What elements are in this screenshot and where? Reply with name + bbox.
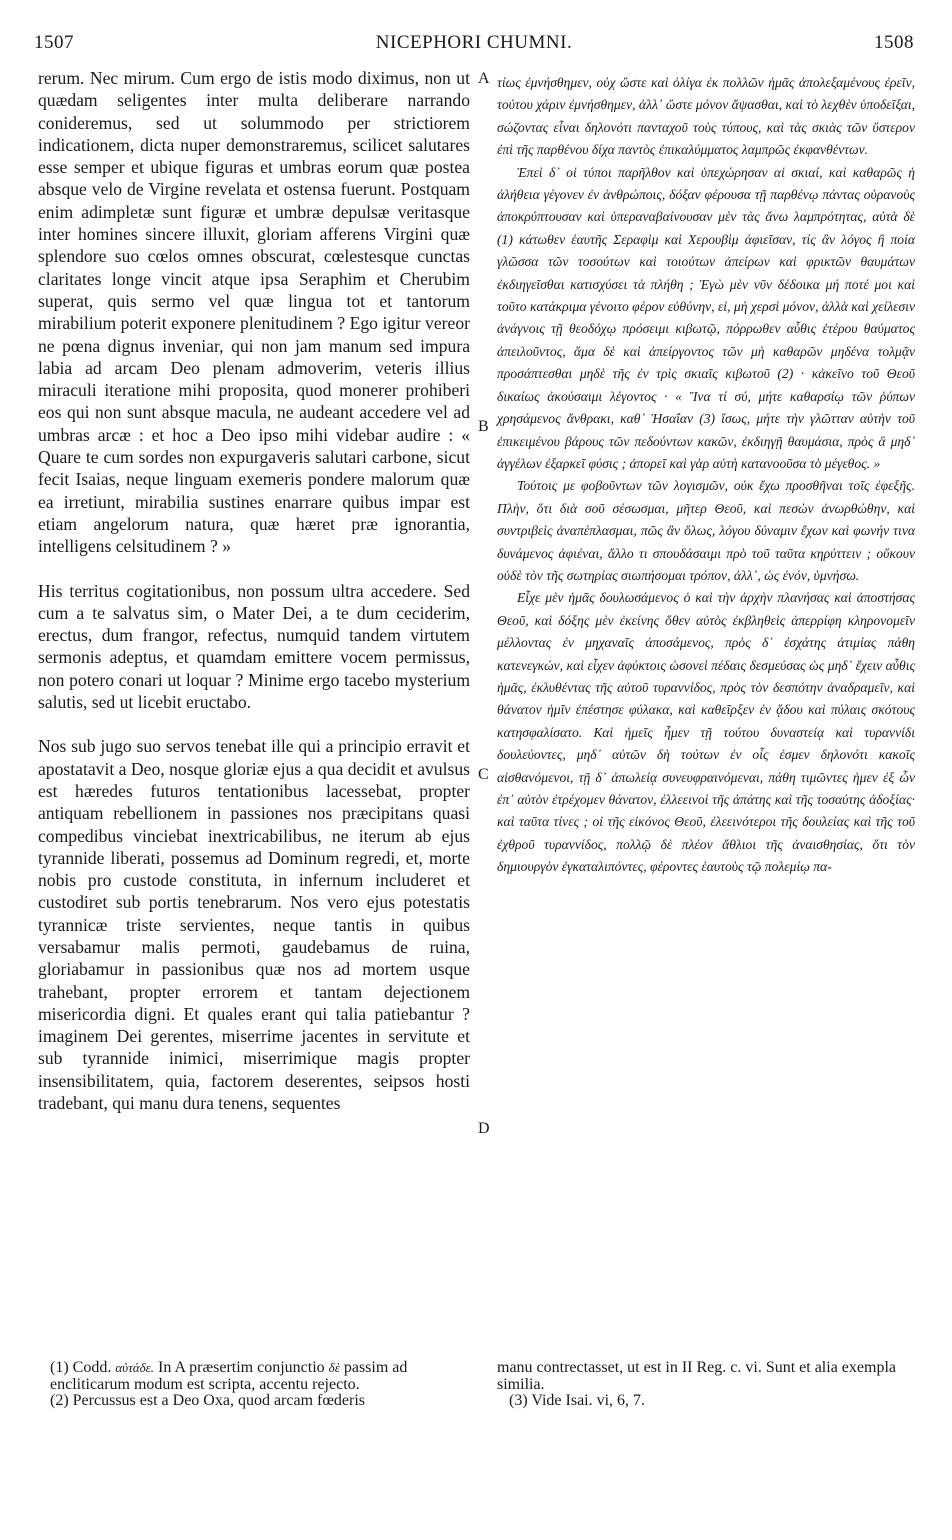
running-title: NICEPHORI CHUMNI. [375,32,573,53]
latin-paragraph-1: rerum. Nec mirum. Cum ergo de istis modo diximus, non ut quædam seligentes inter multa deliberare narrando conideremus, sed ut solummodo per strictiorem indicationem, dicta nuper demonstraremus, scilicet salutares esse semper et ubique figuras et umbras eorum quæ postea absque velo de Virgine revelata et ostensa fuerunt. Postquam enim adimpletæ sunt figuræ et umbræ depulsæ veritasque inter homines sincere illuxit, gloriam afferens Virgini quæ splendore suo cœlos omnes obscurat, cœlestesque cunctas claritates longe vincit atque ipsa Seraphim et Cherubim superat, quis sermo vel quæ lingua tot et tantorum mirabilium poterit exponere plenitudinem ? Ego igitur vereor ne pœna dignus inveniar, qui non jam manum sed impura labia ad arcam Deo plenam admoverim, veteris illius miraculi iteratione mihi proposita, quod monerer prohiberi eos qui non sunt absque macula, ne audeant accedere vel ad umbras arcæ : et hoc a Deo ipso mihi videbar audire : « Quare te cum sordes non expurgaveris salutari carbone, sicut fecit Isaias, neque linguam exemeris pondere malorum quæ ea irretiunt, mirabilia sustines enarrare quibus impar est etiam angelorum natura, quæ hæret præ ignorantia, intelligens celsitudinem ? » [38,68,470,557]
footnote-2-continuation: manu contrectasset, ut est in II Reg. c. vi. Sunt et alia exempla similia. [497,1359,896,1393]
footnote-1-prefix: (1) Codd. [50,1359,112,1376]
footnotes-right [497,1360,915,1410]
page-header [34,32,914,62]
margin-mark-c: C [478,766,489,783]
latin-column [38,67,470,1136]
footnote-1-rest: passim ad encliticarum modum est scripta, accentu rejecto. [50,1359,408,1393]
latin-paragraph-3: Nos sub jugo suo servos tenebat ille qui a principio erravit et apostatavit a Deo, nosque gloriæ ejus a qua decidit et avulsus est hæredes futuros tentationibus lacessebat, propter antiquam rebellionem in passiones nos præcipitans quasi compedibus vinciebat inextricabilibus, ne iterum ab ejus tyrannide liberati, possemus ad Dominum regredi, et, morte nobis pro custode constituta, in infernum includeret et custodiret sub portis tenebrarum. Nos vero ejus potestatis tyrannicæ triste servientes, neque tantis in quibus versabamur malis permoti, gaudebamus de ruina, gloriabamur in passionibus quæ nos ad mortem usque trahebant, propter errorem et tantam dejectionem misericordia digni. Et quales erant qui talia patiebantur ? imaginem Dei gerentes, miserrime jacentes in servitute et sub tyrannide inimici, miserrimique magis propter insensibilitatem, quia, factorem deserentes, seipsos hosti tradebant, qui manu dura tenens, sequentes [38,736,470,1114]
greek-paragraph-1: τίως ἐμνήσθημεν, οὐχ ὥστε καὶ ὀλίγα ἐκ πολλῶν ἡμᾶς ἀπολεξαμένους ἐρεῖν, τούτου χάριν ἐμνήσθημεν, ἀλλ᾽ ὥστε μόνον ἄψασθαι, καὶ τὸ λεχθὲν ὑποδεῖξαι, σώζοντας εἶναι δηλονότι πανταχοῦ τοὺς τύπους, καὶ τὰς σκιὰς τῶν ὕστερον ἐπὶ τῆς παρθένου δίχα παντὸς ἐπικαλύμματος λαμπρῶς ἐκφανθέντων. [497,75,915,158]
margin-mark-b: B [478,418,489,435]
footnote-2: (2) Percussus est a Deo Oxa, quod arcam fœderis [50,1392,366,1409]
greek-paragraph-4: Εἶχε μὲν ἡμᾶς δουλωσάμενος ὁ καὶ τὴν ἀρχὴν πλανήσας καὶ ἀποστήσας Θεοῦ, καὶ δόξης μὲν ἐκείνης ὅθεν αὐτὸς ἐκβληθεὶς ἀπερρίφη κληρονομεῖν μέλλοντας ἐν μηχαναῖς ἀποσάμενος, πρὸς δ᾽ ἐσχάτης ἀτιμίας πάθη κατενεγκών, καὶ εἶχεν ἀφύκτοις ὡσονεὶ πέδαις δεσμεύσας ὡς μηδ᾽ ἔχειν αὖθις ἡμᾶς, ἐκλυθέντας τῆς αὐτοῦ τυραννίδος, πρὸς τὸν δεσπότην ἀναδραμεῖν, καὶ θάνατον ἡμῖν ἐπέστησε φύλακα, καὶ καθεῖρξεν ἐν ᾅδου καὶ πύλαις σκότους κατησφαλίσατο. Καὶ ἡμεῖς ἦμεν τῇ τούτου δυναστείᾳ καὶ τυραννίδι δουλεύοντες, μηδ᾽ αὐτῶν δὴ τούτων ἐν οἷς ἐσμεν δηλονότι κακοῖς αἰσθανόμενοι, τῇ δ᾽ ἀπωλείᾳ συνευφραινόμεναι, πάθη τιμῶντες ἡμεν ἐξ ὧν ἐπ᾽ αὐτὸν ἐτρέχομεν θάνατον, ἐλλεεινοὶ τῆς ἀπάτης καὶ τῆς τοσαύτης ἀδοξίας· καὶ ταῦτα τίνες ; οἱ τῆς εἰκόνος Θεοῦ, ἐλεεινότεροι τῆς δουλείας καὶ τῆς τοῦ ἐχθροῦ τυραννίδος, πολλῷ δὲ πλέον ἄθλιοι τῆς ἀναισθησίας, ὅτι τὸν δημιουργὸν ἐγκαταλιπόντες, φέροντες ἑαυτοὺς τῷ πολεμίῳ πα- [497,590,915,875]
latin-paragraph-2: His territus cogitationibus, non possum ultra accedere. Sed cum a te salvatus sim, o Mater Dei, a te dum ceciderim, erectus, dum frangor, refectus, numquid tandem virtutem sermonis adeptus, et quamdam emittere vocem permissus, non potero conari ut loquar ? Minime ergo tacebo mysterium salutis, sed ut licebit eructabo. [38,580,470,713]
footnote-1 [38,1360,478,1393]
page-number-left: 1507 [34,32,74,53]
margin-mark-d: D [478,1120,490,1137]
footnote-1-greek-particle: δὲ [328,1360,340,1375]
greek-paragraph-3: Τούτοις με φοβοῦντων τῶν λογισμῶν, οὐκ ἔχω προσθῆναι τοῖς ἐφεξῆς. Πλὴν, ὅτι διὰ σοῦ σέσωσμαι, μῆτερ Θεοῦ, καὶ πεσὼν ἀνωρθώθην, καὶ συντριβεὶς ἀναπέπλασμαι, πῶς ἂν ὅλως, λόγου δύναμιν ἔχων καὶ φωνήν τινα δυνάμενος ἀφιέναι, ἄλλο τι σπουδάσαιμι πρὸ τοῦ ταῦτα κηρύττειν ; οὔκουν οὐδὲ τὸν τῆς σωτηρίας σιωπήσομαι τρόπον, ἀλλ᾽, ὡς ἐνόν, ὑμνήσω. [497,478,915,583]
greek-paragraph-2: Ἐπεὶ δ᾽ οἱ τύποι παρῆλθον καὶ ὑπεχώρησαν αἱ σκιαί, καὶ καθαρῶς ἡ ἀλήθεια γέγονεν ἐν ἀνθρώποις, δόξαν φέρουσα τῇ παρθένῳ πάντας οὐρανοὺς ἀποκρύπτουσαν καὶ ὑπεραναβαίνουσαν μὲν τὰς ἄνω λαμπρότητας, αὐτὰ δὲ (1) κάτωθεν ἑαυτῆς Σεραφὶμ καὶ Χερουβὶμ ἀφιεῖσαν, τίς ἂν λόγος ἢ ποία γλῶσσα τῶν τοσούτων καὶ τοιούτων ἀπείρων καὶ φρικτῶν θαυμάτων ἐκδιηγεῖσθαι κατισχύσει τὰ πλήθη ; Ἐγὼ μὲν νῦν δέδοικα μή ποτέ μοι καὶ τοῦτο κατάκριμα γένοιτο φέρον εὐθύνην, εἰ, μὴ χερσὶ μόνον, ἀλλὰ καὶ χείλεσιν ἀνάγνοις τῇ θεοδόχῳ πρόσειμι κιβωτῷ, πόρρωθεν αὖθις ἑτέρου θαύματος ἀπειλοῦντος, ἅμα δὲ καὶ ἀπείργοντος τῶν μὴ καθαρῶν μηδένα τολμᾷν προσάπτεσθαι μηδὲ τῆς ἐν τρὶς σκιαῖς κιβωτοῦ (2) · κἀκεῖνο τοῦ Θεοῦ δικαίως ἀκούσαιμι λέγοντος · « Ἵνα τί σύ, μήτε καθαρσίῳ τῶν ῥύπων χρησάμενος ἄνθρακι, καθ᾽ Ἡσαΐαν (3) ἴσως, μήτε τὴν γλῶτταν αὐτὴν τοῦ ἐπικειμένου βάρους τῶν πεδούντων κακῶν, ἐκδιηγῇ θαυμάσια, πρὸς ἃ μηδ᾽ ἀγγέλων ἐξαρκεῖ φύσις ; ἀπορεῖ καὶ γὰρ αὐτὴ κατανοοῦσα τὸ μέγεθος. » [497,164,916,471]
footnote-1-greek-word: αὐτάδε. [115,1360,155,1375]
margin-mark-a: A [478,70,490,87]
page-number-right: 1508 [874,32,914,53]
footnote-3: (3) Vide Isai. vi, 6, 7. [509,1392,646,1409]
greek-column [497,72,915,879]
footnote-1-middle: In A præsertim conjunctio [158,1359,325,1376]
footnotes-left [38,1360,478,1410]
